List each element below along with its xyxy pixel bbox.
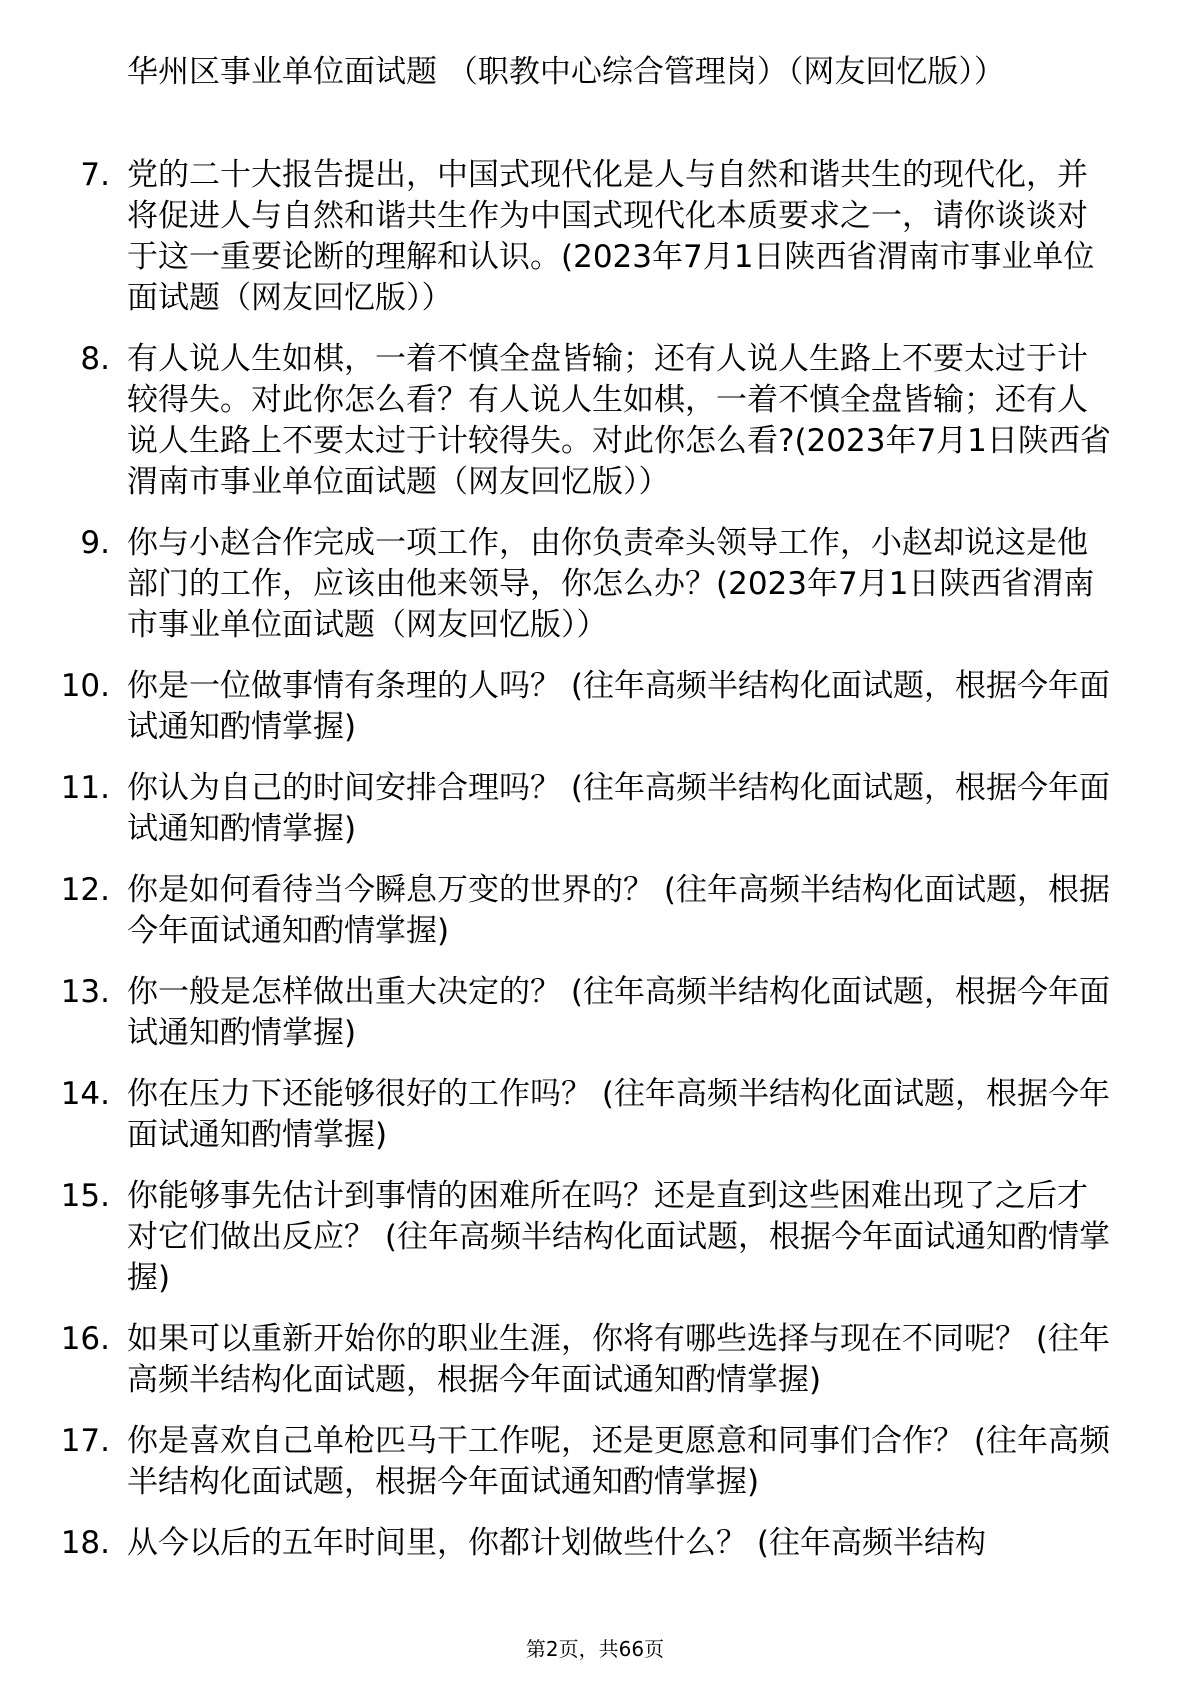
question-text: 你认为自己的时间安排合理吗？ (往年高频半结构化面试题，根据今年面试通知酌情掌握) <box>127 770 1110 847</box>
question-item <box>60 870 1117 952</box>
question-item <box>60 1074 1117 1156</box>
question-list <box>0 155 1190 1564</box>
question-text: 从今以后的五年时间里，你都计划做些什么？ (往年高频半结构 <box>127 1525 986 1561</box>
question-item <box>60 972 1117 1054</box>
question-number: 14. <box>60 1076 110 1112</box>
question-number: 12. <box>60 872 110 908</box>
question-number: 9. <box>80 525 110 561</box>
question-number: 7. <box>80 157 110 193</box>
page-footer: 第2页，共66页 <box>525 1637 665 1661</box>
question-text: 如果可以重新开始你的职业生涯，你将有哪些选择与现在不同呢？ (往年高频半结构化面试题，根据今年面试通知酌情掌握) <box>127 1321 1110 1398</box>
question-number: 16. <box>60 1321 110 1357</box>
question-item <box>60 1523 1117 1564</box>
question-item <box>60 1176 1117 1299</box>
question-number: 10. <box>60 668 110 704</box>
question-number: 13. <box>60 974 110 1010</box>
question-text: 党的二十大报告提出，中国式现代化是人与自然和谐共生的现代化，并将促进人与自然和谐共生作为中国式现代化本质要求之一，请你谈谈对于这一重要论断的理解和认识。(2023年7月1日陕西省渭南市事业单位面试题（网友回忆版）） <box>127 157 1095 316</box>
question-item <box>80 523 1117 646</box>
question-list-wrapper <box>0 155 1190 1584</box>
question-text: 你是一位做事情有条理的人吗？ (往年高频半结构化面试题，根据今年面试通知酌情掌握) <box>127 668 1110 745</box>
question-item <box>60 768 1117 850</box>
question-number: 18. <box>60 1525 110 1561</box>
question-item <box>60 666 1117 748</box>
question-number: 15. <box>60 1178 110 1214</box>
question-item <box>60 1421 1117 1503</box>
question-number: 11. <box>60 770 110 806</box>
question-item <box>80 339 1117 503</box>
question-text: 你在压力下还能够很好的工作吗？ (往年高频半结构化面试题，根据今年面试通知酌情掌握) <box>127 1076 1110 1153</box>
question-item <box>80 155 1117 319</box>
question-text: 你能够事先估计到事情的困难所在吗？还是直到这些困难出现了之后才对它们做出反应？ (往年高频半结构化面试题，根据今年面试通知酌情掌握) <box>127 1178 1110 1296</box>
question-text: 你一般是怎样做出重大决定的？ (往年高频半结构化面试题，根据今年面试通知酌情掌握) <box>127 974 1110 1051</box>
question-item <box>60 1319 1117 1401</box>
question-number: 17. <box>60 1423 110 1459</box>
question-text: 你与小赵合作完成一项工作，由你负责牵头领导工作，小赵却说这是他部门的工作，应该由他来领导，你怎么办？(2023年7月1日陕西省渭南市事业单位面试题（网友回忆版）） <box>127 525 1095 643</box>
question-text: 你是如何看待当今瞬息万变的世界的？ (往年高频半结构化面试题，根据今年面试通知酌情掌握) <box>127 872 1110 949</box>
question-text: 有人说人生如棋，一着不慎全盘皆输；还有人说人生路上不要太过于计较得失。对此你怎么看？有人说人生如棋，一着不慎全盘皆输；还有人说人生路上不要太过于计较得失。对此你怎么看?(2023年7月1日陕西省渭南市事业单位面试题（网友回忆版）） <box>127 341 1111 500</box>
question-number: 8. <box>80 341 110 377</box>
question-text: 你是喜欢自己单枪匹马干工作呢，还是更愿意和同事们合作？ (往年高频半结构化面试题，根据今年面试通知酌情掌握) <box>127 1423 1110 1500</box>
continuation-text: 华州区事业单位面试题 （职教中心综合管理岗）（网友回忆版）） <box>127 54 1005 90</box>
